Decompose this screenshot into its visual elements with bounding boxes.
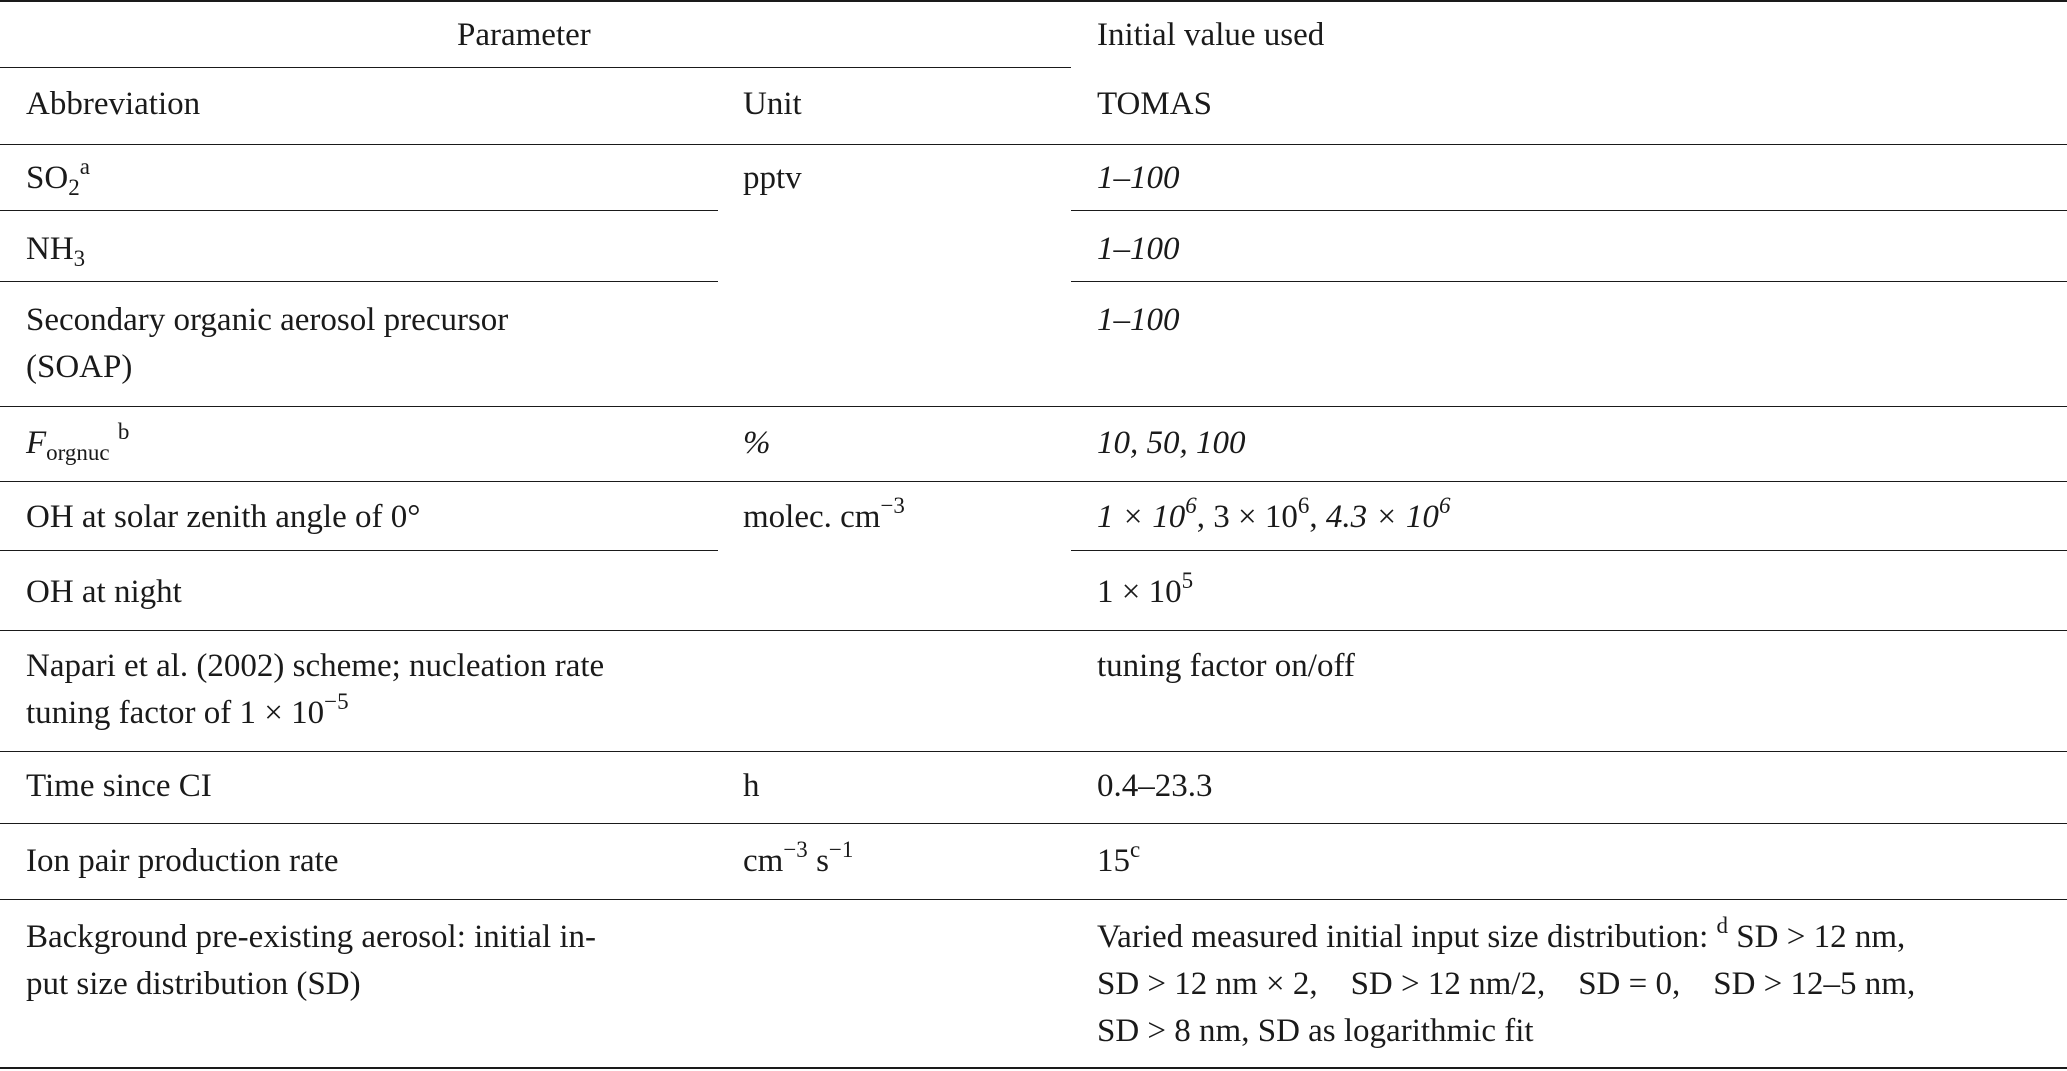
oh-day-unit: [743, 494, 905, 541]
so2-label: [26, 155, 90, 202]
time-since-ci-label: Time since CI: [26, 768, 212, 804]
napari-row-rule: [0, 751, 2067, 752]
forgnuc-row-rule: [0, 481, 2067, 482]
napari-value: tuning factor on/off: [1097, 648, 1355, 684]
oh-night-value-exponent: 5: [1181, 568, 1194, 593]
oh-value-2: [1213, 493, 1310, 535]
header-model-tomas: TOMAS: [1097, 86, 1212, 122]
header-unit: Unit: [743, 86, 802, 122]
ion-pair-label: Ion pair production rate: [26, 843, 339, 879]
so2-row-rule: [0, 210, 718, 211]
forgnuc-value: 10, 50, 100: [1097, 425, 1246, 461]
oh-day-value-rule: [1071, 550, 2067, 551]
ion-row-rule: [0, 899, 2067, 900]
ion-unit-b-exponent: −1: [828, 837, 854, 862]
oh-value-2-exponent: 6: [1297, 493, 1310, 518]
napari-line2-base: tuning factor of 1 × 10: [26, 695, 325, 731]
forgnuc-subscript: orgnuc: [46, 440, 110, 465]
header-bottom-rule: [0, 144, 2067, 145]
table-bottom-rule: [0, 1067, 2067, 1069]
forgnuc-unit: %: [743, 425, 771, 461]
background-footnote-mark: d: [1716, 913, 1729, 938]
ion-unit-b: s: [807, 843, 829, 879]
ion-pair-value: [1097, 838, 1140, 885]
background-v1-tail: SD > 12 nm,: [1728, 919, 1906, 955]
oh-night-value-base: 1 × 10: [1097, 574, 1182, 610]
oh-unit-exponent: −3: [880, 493, 905, 518]
nh3-value: 1–100: [1097, 231, 1180, 267]
ion-value-base: 15: [1097, 843, 1130, 879]
header-abbreviation: Abbreviation: [26, 86, 201, 122]
napari-label-line2: [26, 690, 349, 737]
so2-value-rule: [1071, 210, 2067, 211]
background-value-line1: [1097, 914, 1905, 961]
oh-value-3-exponent: 6: [1438, 493, 1451, 518]
time-since-ci-value: 0.4–23.3: [1097, 768, 1213, 804]
oh-day-label: OH at solar zenith angle of 0°: [26, 499, 421, 535]
ion-value-footnote-mark: c: [1130, 837, 1141, 862]
oh-value-1: [1097, 493, 1197, 535]
nh3-base: NH: [26, 231, 74, 267]
so2-value: 1–100: [1097, 160, 1180, 196]
background-label-line2: put size distribution (SD): [26, 966, 361, 1002]
oh-value-3-base: 4.3 × 10: [1325, 499, 1439, 535]
so2-footnote-mark: a: [79, 154, 90, 179]
so2-subscript: 2: [68, 175, 80, 200]
napari-line2-exponent: −5: [324, 689, 349, 714]
soap-value: 1–100: [1097, 302, 1180, 338]
time-row-rule: [0, 823, 2067, 824]
napari-label-line1: Napari et al. (2002) scheme; nucleation rate: [26, 648, 605, 684]
header-initial-value-used: Initial value used: [1097, 17, 1325, 53]
soap-label-line1: Secondary organic aerosol precursor: [26, 302, 509, 338]
so2-base: SO: [26, 160, 69, 196]
table-top-rule: [0, 0, 2067, 2]
oh-unit-base: molec. cm: [743, 499, 881, 535]
oh-value-1-base: 1 × 10: [1097, 499, 1186, 535]
nh3-value-rule: [1071, 281, 2067, 282]
oh-separator-2: ,: [1309, 499, 1326, 535]
soap-label-line2: (SOAP): [26, 349, 133, 385]
ion-unit-a: cm: [743, 843, 784, 879]
oh-night-label: OH at night: [26, 574, 182, 610]
oh-separator-1: ,: [1196, 499, 1214, 535]
ion-pair-unit: [743, 838, 853, 885]
oh-night-value: [1097, 569, 1193, 616]
background-value-line2: SD > 12 nm × 2, SD > 12 nm/2, SD = 0, SD > 12–5 nm,: [1097, 966, 1916, 1002]
nh3-row-rule: [0, 281, 718, 282]
oh-night-row-rule: [0, 630, 2067, 631]
nh3-label: [26, 226, 85, 273]
forgnuc-label: [26, 420, 129, 467]
header-parameter-rule: [0, 67, 1071, 68]
oh-value-2-base: 3 × 10: [1213, 499, 1298, 535]
ion-unit-a-exponent: −3: [783, 837, 808, 862]
oh-value-1-exponent: 6: [1185, 493, 1197, 518]
nh3-subscript: 3: [73, 246, 86, 271]
forgnuc-footnote-mark: b: [117, 419, 130, 444]
oh-day-value: [1097, 494, 1450, 541]
background-label-line1: Background pre-existing aerosol: initial in-: [26, 919, 597, 955]
oh-day-row-rule: [0, 550, 718, 551]
background-v1-text: Varied measured initial input size distribution:: [1097, 919, 1717, 955]
forgnuc-base: F: [26, 425, 47, 461]
soap-row-rule: [0, 406, 2067, 407]
time-since-ci-unit: h: [743, 768, 760, 804]
header-parameter: Parameter: [457, 17, 591, 53]
background-value-line3: SD > 8 nm, SD as logarithmic fit: [1097, 1013, 1534, 1049]
so2-unit: pptv: [743, 160, 802, 196]
oh-value-3: [1325, 493, 1451, 535]
